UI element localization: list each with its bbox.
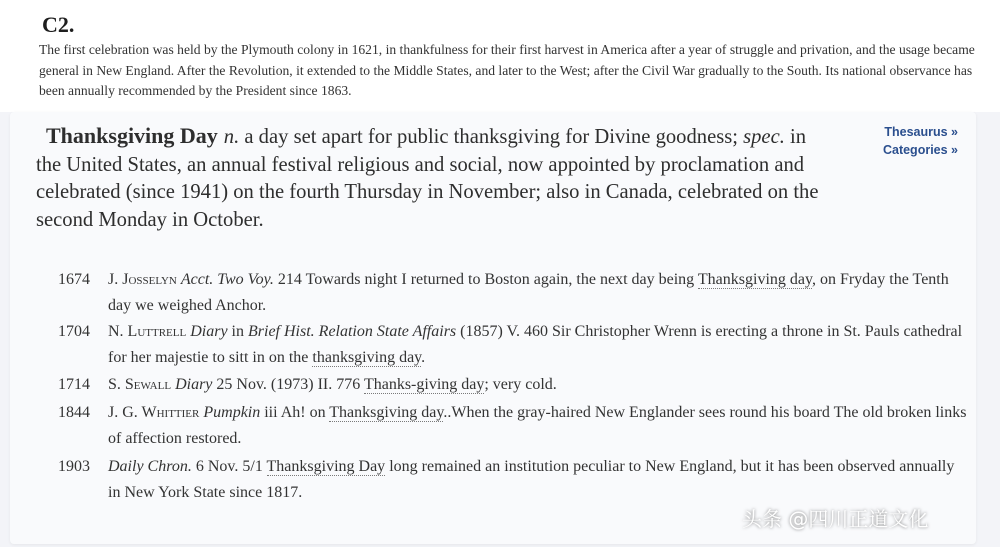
quotation-year: 1674 [58, 271, 90, 288]
quotation-ref: iii Ah! on [260, 404, 330, 421]
quotation-rest: ; very cold. [484, 376, 557, 393]
side-links [840, 123, 958, 159]
quotation-rest: ..When the gray-haired New Englander sees round his board The old broken links of affection restored. [108, 404, 967, 447]
quotation-source: Diary [190, 323, 228, 340]
quotation-keyword: Thanksgiving day [697, 271, 812, 288]
history-note: The first celebration was held by the Plymouth colony in 1621, in thankfulness for their first harvest in America after a year of struggle and privation, and the usage became general in New England. After the Revolution, it extended to the Middle States, and later to the West; after the Civil War gradually to the South. Its national observance has been annually recommended by the President since 1863. [39, 42, 975, 98]
definition-text-1: a day set apart for public thanksgiving for Divine goodness; [239, 126, 744, 148]
definition [36, 122, 826, 234]
quotation-text [108, 267, 968, 318]
quotation-author: N. Luttrell [108, 323, 187, 340]
quotation-mid: in [227, 323, 248, 340]
part-of-speech: n. [223, 126, 240, 148]
quotation-keyword: Thanksgiving Day [266, 458, 386, 475]
quotation-rest: . [421, 348, 426, 366]
watermark: 头条 @四川正道文化 [742, 507, 929, 531]
quotation-keyword: Thanksgiving day [329, 404, 444, 421]
quotation-year: 1704 [58, 323, 90, 340]
quotation-text [108, 372, 968, 398]
section-label: C2. [42, 12, 75, 37]
quotation-author: S. Sewall [108, 376, 172, 393]
thesaurus-link[interactable]: Thesaurus » [884, 125, 958, 139]
quotation-year: 1903 [58, 458, 90, 475]
quotation-rest: , on Fryday the Tenth day we weighed Anchor. [108, 271, 949, 314]
quotation-ref: 6 Nov. 5/1 [191, 458, 267, 475]
definition-text-2: in the United States, an annual festival religious and social, now appointed by proclamation and celebrated (since 1941) on the fourth Thursday in November; also in Canada, celebrated on the second Monday in October. [36, 126, 819, 231]
quotation-text [108, 400, 968, 451]
quotation-ref: (1857) V. 460 Sir Christopher Wrenn is erecting a throne in St. Pauls cathedral for her majestie to sitt in on the [108, 323, 963, 366]
quotation-ref: 214 Towards night I returned to Boston again, the next day being [273, 271, 698, 288]
quotation-author: J. G. Whittier [108, 404, 200, 421]
quotation-source: Diary [175, 376, 213, 393]
quotation-keyword: thanksgiving day [312, 348, 422, 366]
quotation-source: Pumpkin [203, 404, 261, 421]
categories-link[interactable]: Categories » [882, 143, 958, 157]
quotation-source-2: Brief Hist. Relation State Affairs [248, 323, 457, 340]
quotation-year: 1714 [58, 376, 90, 393]
quotation-source: Acct. Two Voy. [180, 271, 274, 288]
quotation-text [108, 454, 968, 505]
quotation-source: Daily Chron. [108, 458, 192, 475]
quotation-rest: long remained an institution peculiar to New England, but it has been observed annually in New York State since 1817. [108, 458, 955, 501]
quotation-year: 1844 [58, 404, 90, 421]
quotation-text [108, 319, 968, 370]
quotation-author: J. Josselyn [108, 271, 177, 288]
quotation-keyword: Thanks-giving day [363, 376, 485, 393]
headword: Thanksgiving Day [46, 123, 218, 148]
quotation-ref: 25 Nov. (1973) II. 776 [212, 376, 364, 393]
spec-label: spec. [743, 126, 785, 148]
